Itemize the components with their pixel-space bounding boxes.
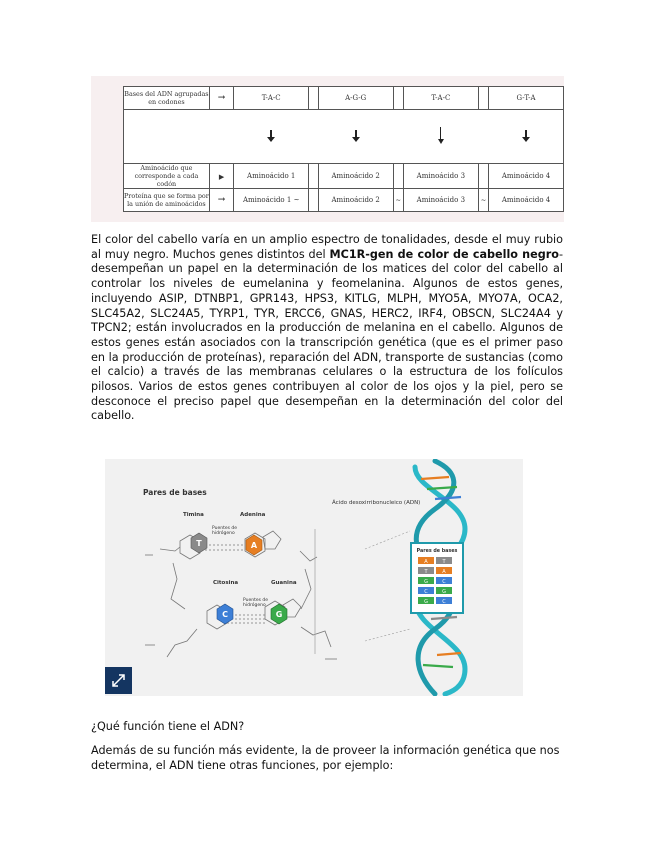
protein-cell: Aminoácido 4 <box>489 189 564 212</box>
expand-image-button[interactable] <box>105 667 132 694</box>
svg-text:C: C <box>222 610 228 619</box>
svg-text:T: T <box>442 559 446 565</box>
amino-row-label: Aminoácido que corresponde a cada codón <box>124 164 210 189</box>
amino-acid-cell: Aminoácido 2 <box>318 164 393 189</box>
amino-acid-cell: Aminoácido 4 <box>489 164 564 189</box>
adenine-label: Adenina <box>240 512 266 518</box>
figure-title: Pares de bases <box>143 488 207 497</box>
arrow-right-icon: → <box>209 87 233 110</box>
arrow-right-icon: → <box>209 189 233 212</box>
cytosine-base <box>217 604 233 624</box>
base-pair-legend <box>411 543 463 613</box>
svg-text:G: G <box>442 589 446 595</box>
tilde: ~ <box>393 189 403 212</box>
svg-text:A: A <box>442 569 446 575</box>
amino-acid-row <box>124 164 564 189</box>
expand-arrows-icon <box>111 673 126 688</box>
svg-text:T: T <box>196 539 202 548</box>
svg-text:C: C <box>424 589 428 595</box>
dna-diagram <box>105 459 523 696</box>
guanine-label: Guanina <box>271 580 297 586</box>
hair-color-paragraph: El color del cabello varía en un amplio espectro de tonalidades, desde el muy rubio al muy negro. Muchos genes distintos del MC1R-gen de color de cabello negro- desempeñan un papel en la determinación de los matices del color del cabello al controlar los niveles de eumelanina y feomelanina. Algunos de estos genes, incluyendo ASIP, DTNBP1, GPR143, HPS3, KITLG, MLPH, MYO5A, MYO7A, OCA2, SLC45A2, SLC24A5, TYRP1, TYR, ERCC6, GNAS, HERC2, IRF4, OBSCN, SLC24A4 y TPCN2; están involucrados en la producción de melanina en el cabello. Algunos de estos genes están asociados con la transcripción genética (que es el primer paso en la producción de proteínas), reparación del ADN, transporte de sustancias (como el calcio) a través de las membranas celulares o la estructura de los folículos pilosos. Varios de estos genes contribuyen al color de los ojos y la piel, pero se desconoce el preciso papel que desempeñan en la determinación del color del cabello. <box>91 233 563 423</box>
arrow-down-icon <box>353 130 359 141</box>
codon-cell: G-T-A <box>489 87 564 110</box>
svg-text:G: G <box>424 579 428 585</box>
arrow-down-icon <box>523 130 529 141</box>
amino-acid-cell: Aminoácido 1 <box>234 164 309 189</box>
codon-cell: T-A-C <box>234 87 309 110</box>
arrow-down-icon <box>268 130 274 141</box>
thymine-base <box>191 533 207 553</box>
codon-table <box>123 86 564 212</box>
codon-row <box>124 87 564 110</box>
dna-function-paragraph: Además de su función más evidente, la de proveer la información genética que nos determina, el ADN tiene otras funciones, por ejemplo: <box>91 744 560 772</box>
arrow-down-icon <box>438 127 444 145</box>
protein-cell: Aminoácido 1 ~ <box>234 189 309 212</box>
hydrogen-bonds-label: Puentes de hidrógeno <box>243 598 269 608</box>
play-arrow-icon: ▶ <box>209 164 233 189</box>
helix-label: Ácido desoxirribonucleico (ADN) <box>332 500 421 506</box>
hydrogen-bonds-label: Puentes de hidrógeno <box>212 526 238 536</box>
svg-text:G: G <box>275 610 283 619</box>
svg-text:Pares de bases: Pares de bases <box>416 549 458 554</box>
protein-cell: Aminoácido 3 <box>403 189 478 212</box>
thymine-label: Timina <box>183 512 204 518</box>
amino-acid-cell: Aminoácido 3 <box>403 164 478 189</box>
protein-cell: Aminoácido 2 <box>318 189 393 212</box>
svg-text:A: A <box>424 559 428 565</box>
codon-cell: T-A-C <box>403 87 478 110</box>
svg-text:T: T <box>424 569 428 575</box>
codon-cell: A-G-G <box>318 87 393 110</box>
protein-row-label: Proteína que se forma por la unión de aminoácidos <box>124 189 210 212</box>
section-heading: ¿Qué función tiene el ADN? <box>91 720 245 733</box>
dna-base-pairs-figure <box>105 459 523 696</box>
adenine-base <box>246 535 262 555</box>
bold-gene-name: MC1R-gen de color de cabello negro <box>329 247 559 261</box>
cytosine-label: Citosina <box>213 580 239 586</box>
svg-text:A: A <box>250 541 258 550</box>
svg-text:C: C <box>442 579 446 585</box>
arrow-row <box>124 110 564 164</box>
codon-row-label: Bases del ADN agrupadas en codones <box>124 87 210 110</box>
svg-text:C: C <box>442 599 446 605</box>
codon-table-figure <box>91 76 564 222</box>
tilde: ~ <box>478 189 488 212</box>
svg-text:G: G <box>424 599 428 605</box>
protein-row <box>124 189 564 212</box>
